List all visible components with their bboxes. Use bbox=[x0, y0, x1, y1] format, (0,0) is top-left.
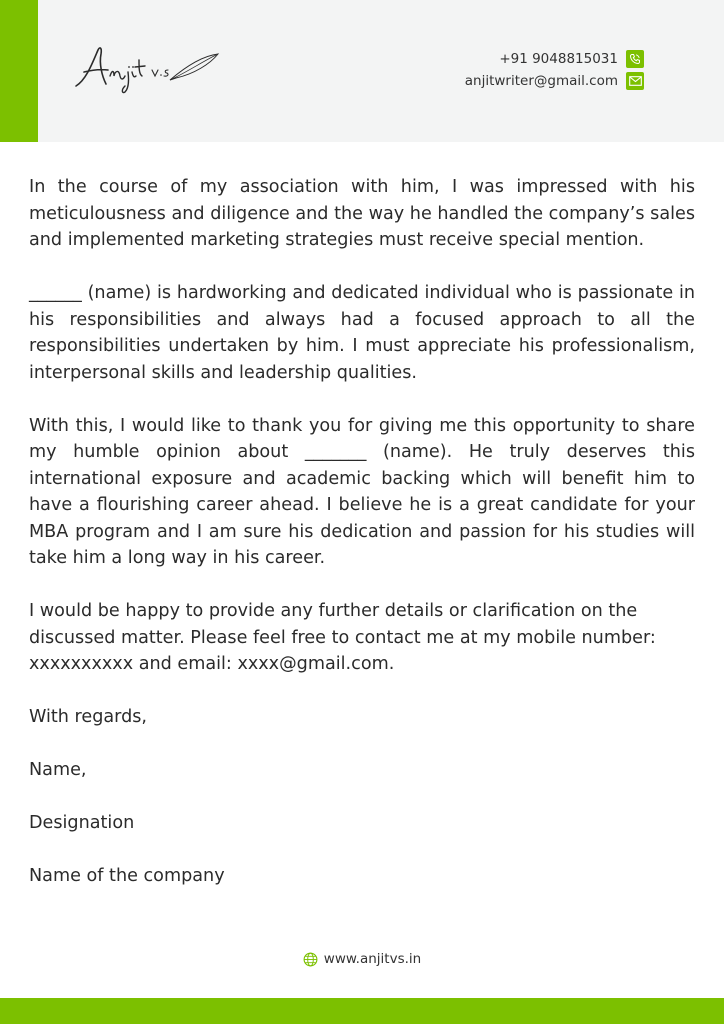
website-link[interactable]: www.anjitvs.in bbox=[323, 951, 422, 967]
closing-line: With regards, bbox=[29, 707, 148, 727]
email-row bbox=[465, 70, 644, 92]
email-address: anjitwriter@gmail.com bbox=[464, 73, 618, 89]
mail-icon bbox=[626, 72, 644, 90]
globe-icon bbox=[303, 952, 318, 967]
contact-block bbox=[465, 48, 644, 92]
paragraph-qualities: ______ (name) is hardworking and dedicated individual who is passionate in his responsibilities and always had a focused approach to all the responsibilities undertaken by him. I must appreciate his professionalism, interpersonal skills and leadership qualities. bbox=[29, 283, 695, 383]
paragraph-impression: In the course of my association with him, I was impressed with his meticulousness and diligence and the way he handled the company’s sales and implemented marketing strategies must receive special mention. bbox=[29, 177, 695, 250]
signature-logo bbox=[72, 40, 222, 100]
footer-accent-bar bbox=[0, 998, 724, 1024]
phone-row bbox=[465, 48, 644, 70]
paragraph-contact: I would be happy to provide any further details or clarification on the discussed matter. Please feel free to contact me at my mobile number: xxxxxxxxxx and email: xxxx@gmail.com. bbox=[29, 601, 656, 674]
letter-body bbox=[29, 174, 695, 916]
signatory-name: Name, bbox=[29, 760, 87, 780]
website-footer bbox=[0, 951, 724, 967]
phone-number: +91 9048815031 bbox=[499, 51, 618, 67]
accent-bar bbox=[0, 0, 38, 142]
paragraph-recommendation: With this, I would like to thank you for giving me this opportunity to share my humble opinion about _______ (name). He truly deserves this international exposure and academic backing which will benefit him to have a flourishing career ahead. I believe he is a great candidate for your MBA program and I am sure his dedication and passion for his studies will take him a long way in his career. bbox=[29, 415, 695, 568]
signatory-company: Name of the company bbox=[29, 866, 225, 886]
signatory-designation: Designation bbox=[29, 813, 135, 833]
phone-icon bbox=[626, 50, 644, 68]
